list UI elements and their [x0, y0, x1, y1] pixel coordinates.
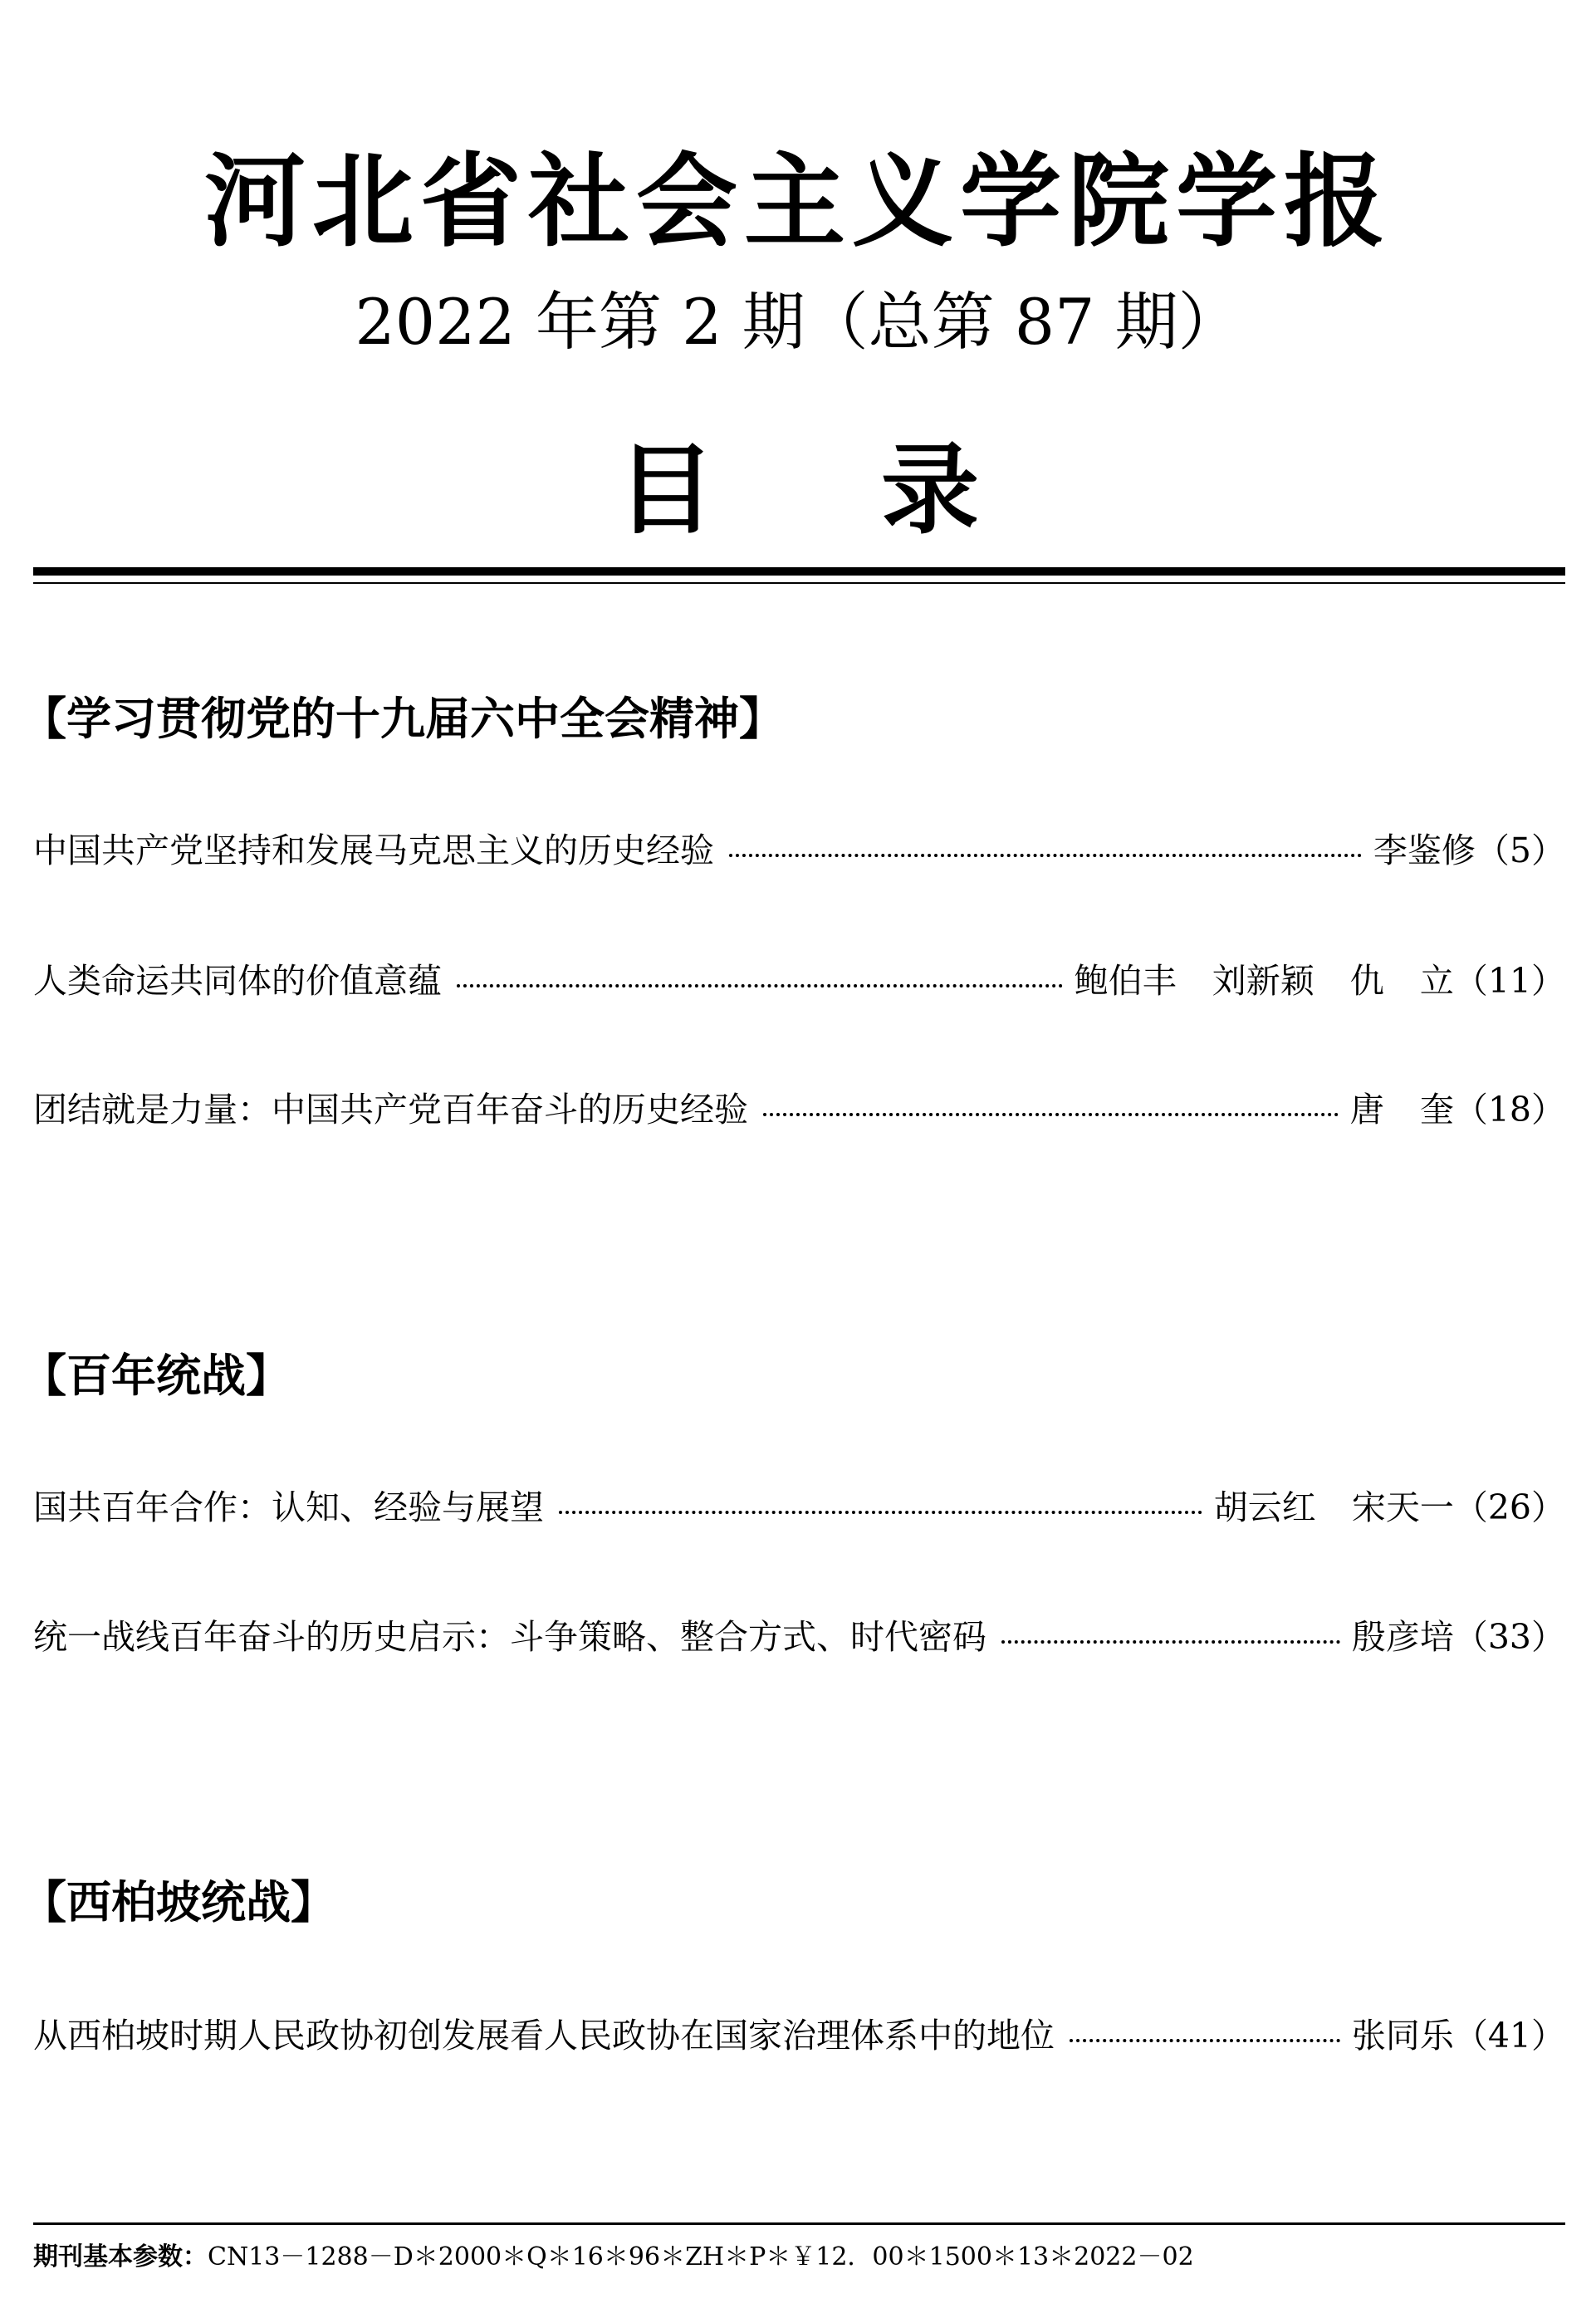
entry-title[interactable]: 国共百年合作：认知、经验与展望 [33, 1487, 544, 1527]
entry-page: （5） [1475, 831, 1565, 870]
toc-entry[interactable] [33, 956, 1565, 1006]
entry-page: （11） [1453, 961, 1565, 1001]
journal-parameters [33, 2239, 1194, 2276]
dot-leader [1001, 1640, 1340, 1644]
toc-entry[interactable] [33, 826, 1565, 875]
footer-rule [33, 2222, 1565, 2225]
entry-author: 殷彦培 [1351, 1617, 1454, 1657]
issue-line: 2022 年第 2 期（总第 87 期） [355, 285, 1241, 359]
parameters-label: 期刊基本参数： [33, 2242, 208, 2271]
entry-author: 唐 奎 [1349, 1090, 1454, 1130]
dot-leader [1070, 2039, 1340, 2042]
toc-heading: 目录 [616, 432, 1145, 547]
entry-page: （18） [1453, 1090, 1565, 1130]
entry-page: （33） [1453, 1617, 1565, 1657]
entry-title[interactable]: 中国共产党坚持和发展马克思主义的历史经验 [33, 831, 714, 870]
entry-page: （41） [1453, 2016, 1565, 2056]
entry-author: 李鉴修 [1373, 831, 1476, 870]
entry-title[interactable]: 统一战线百年奋斗的历史启示：斗争策略、整合方式、时代密码 [33, 1617, 986, 1657]
entry-author: 胡云红 宋天一 [1213, 1487, 1454, 1527]
dot-leader [457, 984, 1063, 987]
entry-title[interactable]: 从西柏坡时期人民政协初创发展看人民政协在国家治理体系中的地位 [33, 2016, 1055, 2056]
entry-page: （26） [1453, 1487, 1565, 1527]
parameters-value: CN13－1288－D＊2000＊Q＊16＊96＊ZH＊P＊￥12．00＊1500＊13＊2022－02 [208, 2242, 1194, 2271]
entry-author: 张同乐 [1351, 2016, 1454, 2056]
dot-leader [763, 1113, 1339, 1116]
toc-entry[interactable] [33, 1612, 1565, 1662]
header-rule-thin [33, 582, 1565, 584]
dot-leader [559, 1511, 1202, 1514]
toc-entry[interactable] [33, 1085, 1565, 1134]
entry-title[interactable]: 团结就是力量：中国共产党百年奋斗的历史经验 [33, 1090, 748, 1130]
section-heading: 【百年统战】 [22, 1350, 291, 1402]
entry-author: 鲍伯丰 刘新颖 仇 立 [1074, 961, 1454, 1001]
toc-entry[interactable] [33, 1482, 1565, 1532]
section-heading: 【西柏坡统战】 [22, 1876, 335, 1928]
journal-title: 河北省社会主义学院学报 [204, 141, 1392, 261]
section-heading: 【学习贯彻党的十九届六中全会精神】 [22, 693, 784, 745]
entry-title[interactable]: 人类命运共同体的价值意蕴 [33, 961, 442, 1001]
dot-leader [729, 854, 1362, 857]
toc-entry[interactable] [33, 2011, 1565, 2061]
header-rule-thick [33, 567, 1565, 576]
